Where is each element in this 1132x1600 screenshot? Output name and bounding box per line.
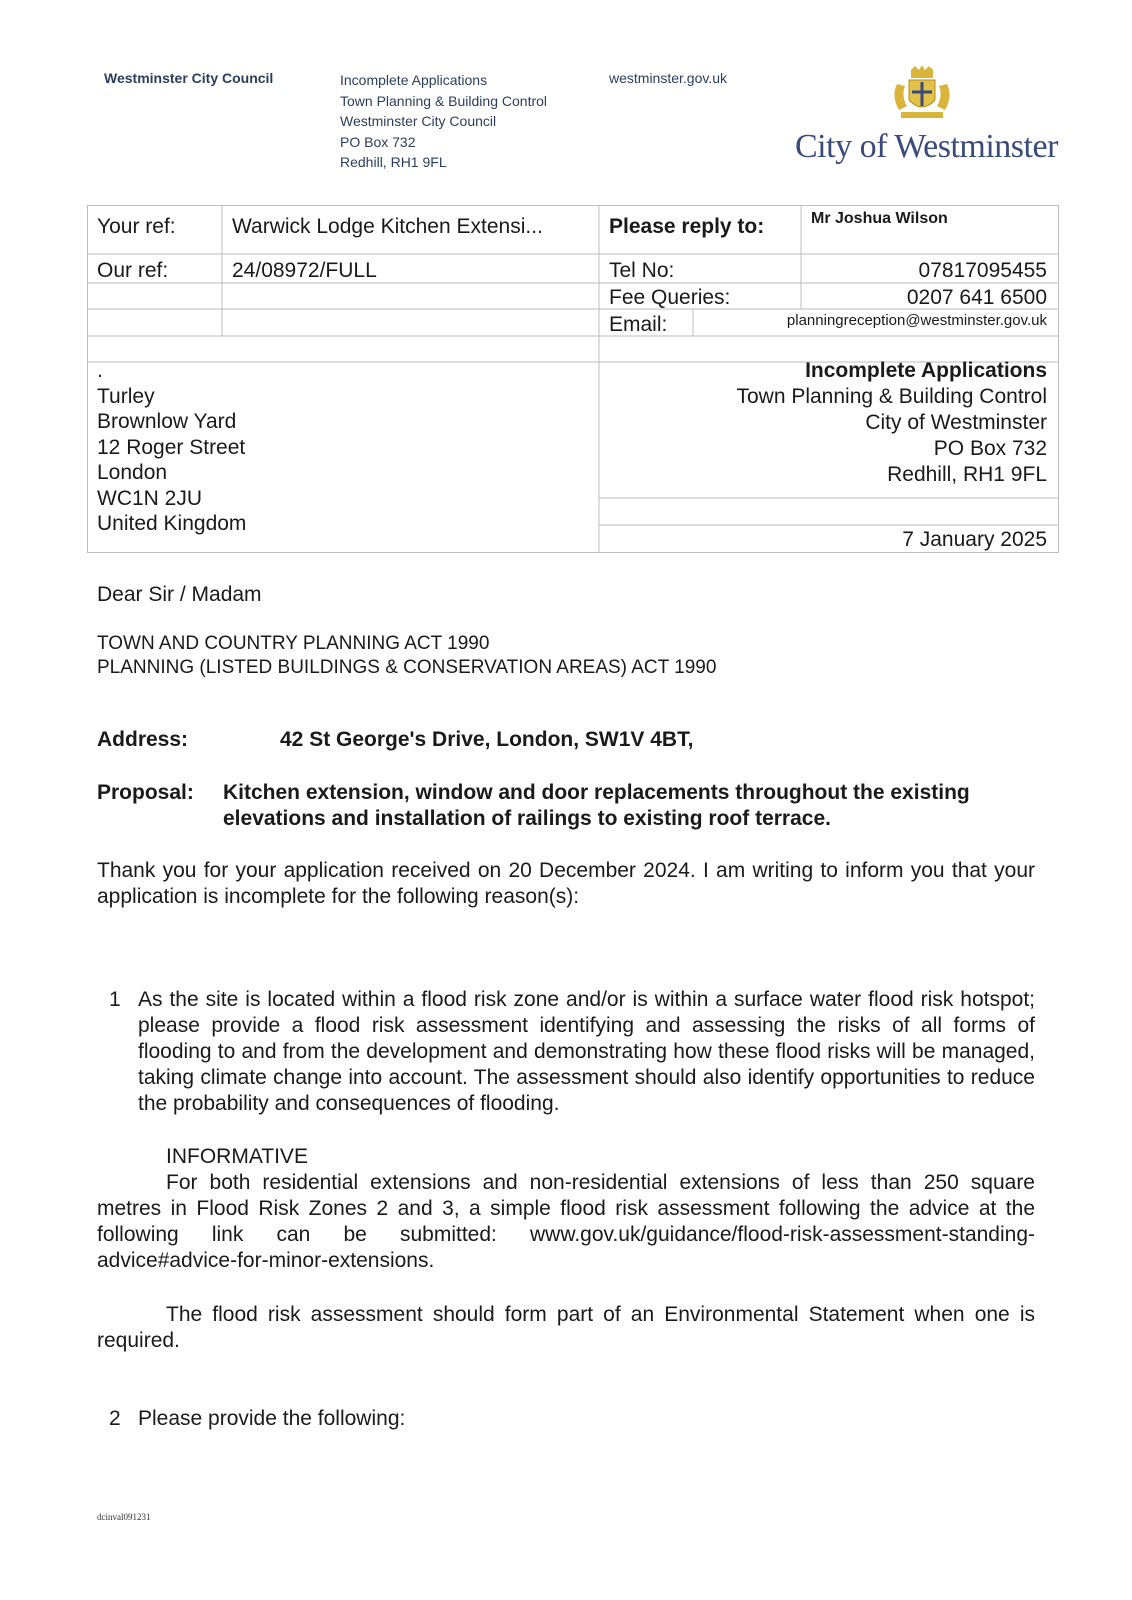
address-label: Address:	[97, 728, 189, 751]
office-line: Redhill, RH1 9FL	[340, 154, 447, 170]
office-address	[340, 70, 547, 173]
recipient-line: United Kingdom	[97, 512, 247, 535]
crest-icon	[795, 66, 1060, 126]
westminster-logo	[795, 66, 1060, 176]
office-line: Town Planning & Building Control	[340, 92, 548, 109]
our-ref-label: Our ref:	[97, 259, 169, 282]
sender-line: Town Planning & Building Control	[736, 385, 1047, 408]
tel-value: 07817095455	[918, 259, 1047, 282]
informative-text: For both residential extensions and non-residential extensions of less than 250 square metres in Flood Risk Zones 2 and 3, a simple flood risk assessment following the advice at the following link can be submitted: www.gov.uk/guidance/flood-risk-assessment-standing-advice#advice-for-minor-extensions.	[97, 1171, 1035, 1272]
tel-label: Tel No:	[609, 259, 675, 282]
sender-line: Redhill, RH1 9FL	[887, 463, 1047, 486]
sender-line: PO Box 732	[933, 437, 1047, 460]
acts-heading	[97, 632, 716, 680]
closing-note: The flood risk assessment should form part of an Environmental Statement when one is required.	[97, 1303, 1035, 1352]
reply-to-name: Mr Joshua Wilson	[811, 210, 948, 227]
document-code: dcinval091231	[97, 1512, 151, 1522]
website-link[interactable]: westminster.gov.uk	[609, 70, 728, 86]
office-line: Westminster City Council	[340, 113, 497, 129]
reference-table	[87, 205, 1059, 553]
recipient-line: Brownlow Yard	[97, 410, 237, 433]
act-line: TOWN AND COUNTRY PLANNING ACT 1990	[97, 633, 490, 654]
your-ref-label: Your ref:	[97, 215, 176, 238]
our-ref-value: 24/08972/FULL	[232, 259, 377, 282]
recipient-line: Turley	[97, 384, 155, 408]
council-name: Westminster City Council	[104, 70, 274, 86]
item-number: 1	[109, 988, 121, 1011]
recipient-address	[97, 358, 246, 537]
proposal-label: Proposal:	[97, 781, 194, 804]
act-line: PLANNING (LISTED BUILDINGS & CONSERVATION AREAS) ACT 1990	[97, 657, 717, 678]
recipient-line: .	[97, 359, 103, 382]
address-value: 42 St George's Drive, London, SW1V 4BT,	[280, 728, 694, 751]
sender-line: City of Westminster	[865, 411, 1047, 434]
office-line: PO Box 732	[340, 133, 416, 150]
salutation: Dear Sir / Madam	[97, 583, 262, 606]
sender-address	[736, 358, 1047, 488]
fee-queries-value: 0207 641 6500	[906, 286, 1047, 309]
intro-paragraph: Thank you for your application received on 20 December 2024. I am writing to inform you that your application is incomplete for the following reason(s):	[97, 859, 1035, 908]
email-value[interactable]: planningreception@westminster.gov.uk	[786, 312, 1047, 329]
office-line: Incomplete Applications	[340, 72, 488, 88]
item-text: Please provide the following:	[138, 1407, 406, 1430]
logo-wordmark: City of Westminster	[795, 128, 1058, 165]
proposal-value: Kitchen extension, window and door replacements throughout the existing elevations and installation of railings to existing roof terrace.	[223, 781, 970, 830]
informative-heading: INFORMATIVE	[166, 1145, 308, 1168]
fee-queries-label: Fee Queries:	[609, 286, 731, 309]
recipient-line: WC1N 2JU	[97, 486, 203, 510]
item-number: 2	[109, 1407, 121, 1430]
recipient-line: 12 Roger Street	[97, 435, 246, 459]
letter-date: 7 January 2025	[902, 528, 1047, 551]
item-text: As the site is located within a flood risk zone and/or is within a surface water flood risk hotspot; please provide a flood risk assessment identifying and assessing the risks of all forms of flooding to and from the development and demonstrating how these flood risks will be managed, taking climate change into account. The assessment should also identify opportunities to reduce the probability and consequences of flooding.	[138, 988, 1035, 1115]
your-ref-value: Warwick Lodge Kitchen Extensi...	[232, 215, 543, 238]
email-label: Email:	[609, 313, 668, 336]
sender-title: Incomplete Applications	[805, 359, 1047, 382]
reply-to-label: Please reply to:	[609, 215, 765, 238]
recipient-line: London	[97, 461, 168, 484]
